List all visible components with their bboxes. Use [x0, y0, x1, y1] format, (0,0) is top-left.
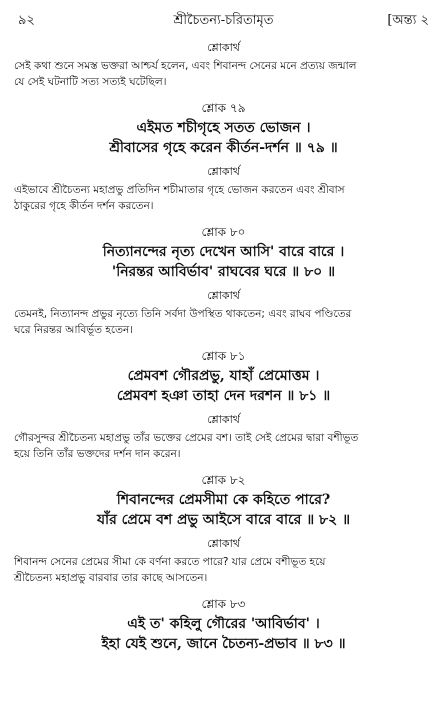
translation-line: সেই কথা শুনে সমস্ত ভক্তরা আশ্চর্য হলেন, এবং শিবানন্দ সেনের মনে প্রত্যয় জন্মাল [14, 60, 357, 72]
verse-line: এই ত' কহিলু গৌরের 'আবির্ভাব' । [127, 616, 320, 632]
verse-line: এইমত শচীগৃহে সতত ভোজন । [136, 120, 311, 136]
translation-line: যে সেই ঘটনাটি সত্য সত্যই ঘটেছিল। [14, 76, 167, 88]
verse-heading: শ্লোক ৮০ [201, 225, 246, 239]
verse-heading: শ্লোক ৮৩ [201, 597, 246, 611]
translation-heading: শ্লোকার্থ [207, 289, 240, 302]
translation-heading: শ্লোকার্থ [207, 413, 240, 426]
translation-line: ঠাকুরের গৃহে কীর্তন দর্শন করতেন। [14, 200, 154, 212]
verse-line: প্রেমবশ হঞা তাহা দেন দরশন ॥ ৮১ ॥ [116, 388, 331, 404]
translation-line: তেমনই, নিত্যানন্দ প্রভুর নৃত্যে তিনি সর্বদা উপস্থিত থাকতেন; এবং রাঘব পণ্ডিতের [14, 308, 352, 320]
verse-line: 'নিরন্তর আবির্ভাব' রাঘবের ঘরে ॥ ৮০ ॥ [111, 264, 336, 280]
verse-heading: শ্লোক ৭৯ [201, 101, 246, 115]
verse-line: প্রেমবশ গৌরপ্রভু, যাহাঁ প্রেমোত্তম । [127, 368, 320, 384]
verse-line: ইহা যেই শুনে, জানে চৈতন্য-প্রভাব ॥ ৮৩ ॥ [101, 636, 346, 652]
verse-line: নিত্যানন্দের নৃত্য দেখেন আসি' বারে বারে । [102, 244, 345, 260]
translation-heading: শ্লোকার্থ [207, 165, 240, 178]
translation-line: শিবানন্দ সেনের প্রেমের সীমা কে বর্ণনা করতে পারে? যার প্রেমে বশীভূত হয়ে [14, 556, 326, 568]
verse-line: শ্রীবাসের গৃহে করেন কীর্তন-দর্শন ॥ ৭৯ ॥ [109, 140, 338, 156]
verse-heading: শ্লোক ৮২ [201, 473, 246, 487]
verse-line: যাঁর প্রেমে বশ প্রভু আইসে বারে বারে ॥ ৮২ ॥ [96, 512, 351, 528]
translation-line: হয়ে তিনি তাঁর ভক্তদের দর্শন দান করেন। [14, 448, 181, 460]
translation-heading: শ্লোকার্থ [207, 41, 240, 54]
running-title: শ্রীচৈতন্য-চরিতামৃত [173, 13, 274, 28]
translation-line: ঘরে নিরন্তর আবির্ভূত হতেন। [14, 324, 133, 336]
verse-heading: শ্লোক ৮১ [201, 349, 246, 363]
translation-line: এইভাবে শ্রীচৈতন্য মহাপ্রভু প্রতিদিন শচীমাতার গৃহে ভোজন করতেন এবং শ্রীবাস [14, 184, 345, 196]
verse-line: শিবানন্দের প্রেমসীমা কে কহিতে পারে? [116, 492, 331, 508]
section-marker: [অন্ত্য ২ [387, 13, 429, 28]
translation-heading: শ্লোকার্থ [207, 537, 240, 550]
page-number: ৯২ [18, 13, 35, 28]
page-header [12, 10, 435, 34]
translation-line: শ্রীচৈতন্য মহাপ্রভু বারবার তার কাছে আসতেন। [14, 572, 208, 584]
translation-line: গৌরসুন্দর শ্রীচৈতন্য মহাপ্রভু তাঁর ভক্তের প্রেমের বশ। তাই সেই প্রেমের দ্বারা বশীভূত [14, 432, 359, 444]
